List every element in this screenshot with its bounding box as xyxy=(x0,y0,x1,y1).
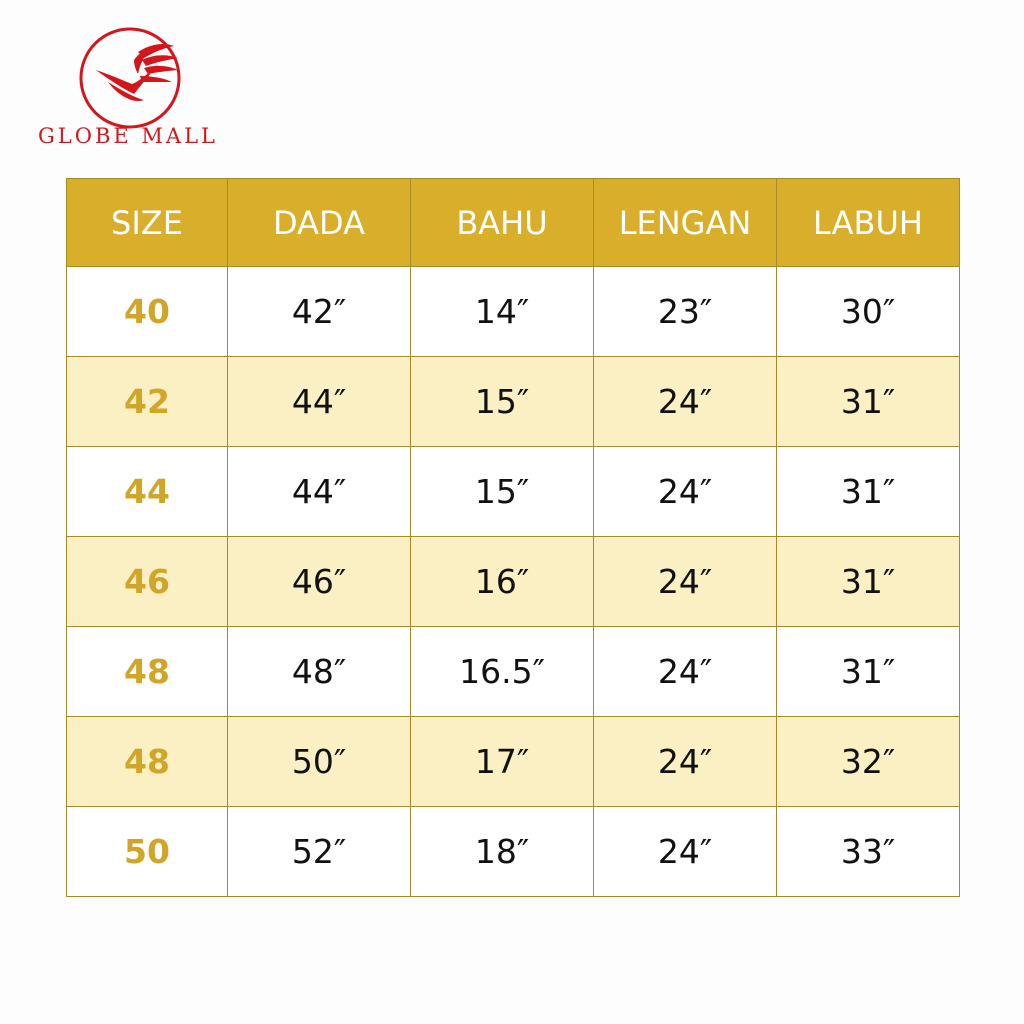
dada-cell: 48″ xyxy=(228,627,411,717)
lengan-cell: 23″ xyxy=(594,267,777,357)
dada-cell: 44″ xyxy=(228,447,411,537)
size-cell: 46 xyxy=(67,537,228,627)
brand-logo xyxy=(18,20,238,155)
labuh-cell: 31″ xyxy=(777,627,960,717)
bahu-cell: 18″ xyxy=(411,807,594,897)
labuh-cell: 31″ xyxy=(777,537,960,627)
bahu-cell: 15″ xyxy=(411,357,594,447)
bahu-cell: 14″ xyxy=(411,267,594,357)
table-row xyxy=(67,447,960,537)
header-dada: DADA xyxy=(228,179,411,267)
size-cell: 48 xyxy=(67,627,228,717)
header-row xyxy=(67,179,960,267)
dada-cell: 44″ xyxy=(228,357,411,447)
size-cell: 48 xyxy=(67,717,228,807)
table-row xyxy=(67,267,960,357)
dada-cell: 50″ xyxy=(228,717,411,807)
bahu-cell: 16″ xyxy=(411,537,594,627)
globe-hand-logo-icon xyxy=(78,24,186,132)
dada-cell: 42″ xyxy=(228,267,411,357)
dada-cell: 46″ xyxy=(228,537,411,627)
size-cell: 50 xyxy=(67,807,228,897)
header-bahu: BAHU xyxy=(411,179,594,267)
dada-cell: 52″ xyxy=(228,807,411,897)
labuh-cell: 31″ xyxy=(777,447,960,537)
bahu-cell: 16.5″ xyxy=(411,627,594,717)
labuh-cell: 31″ xyxy=(777,357,960,447)
table-row xyxy=(67,717,960,807)
lengan-cell: 24″ xyxy=(594,537,777,627)
size-chart-table xyxy=(66,178,960,897)
size-cell: 40 xyxy=(67,267,228,357)
header-size: SIZE xyxy=(67,179,228,267)
labuh-cell: 32″ xyxy=(777,717,960,807)
lengan-cell: 24″ xyxy=(594,717,777,807)
lengan-cell: 24″ xyxy=(594,807,777,897)
size-cell: 44 xyxy=(67,447,228,537)
table-row xyxy=(67,357,960,447)
labuh-cell: 30″ xyxy=(777,267,960,357)
header-lengan: LENGAN xyxy=(594,179,777,267)
brand-name: GLOBE MALL xyxy=(38,124,218,148)
lengan-cell: 24″ xyxy=(594,627,777,717)
header-labuh: LABUH xyxy=(777,179,960,267)
table-row xyxy=(67,627,960,717)
bahu-cell: 15″ xyxy=(411,447,594,537)
bahu-cell: 17″ xyxy=(411,717,594,807)
lengan-cell: 24″ xyxy=(594,447,777,537)
labuh-cell: 33″ xyxy=(777,807,960,897)
lengan-cell: 24″ xyxy=(594,357,777,447)
table-row xyxy=(67,807,960,897)
size-cell: 42 xyxy=(67,357,228,447)
table-row xyxy=(67,537,960,627)
